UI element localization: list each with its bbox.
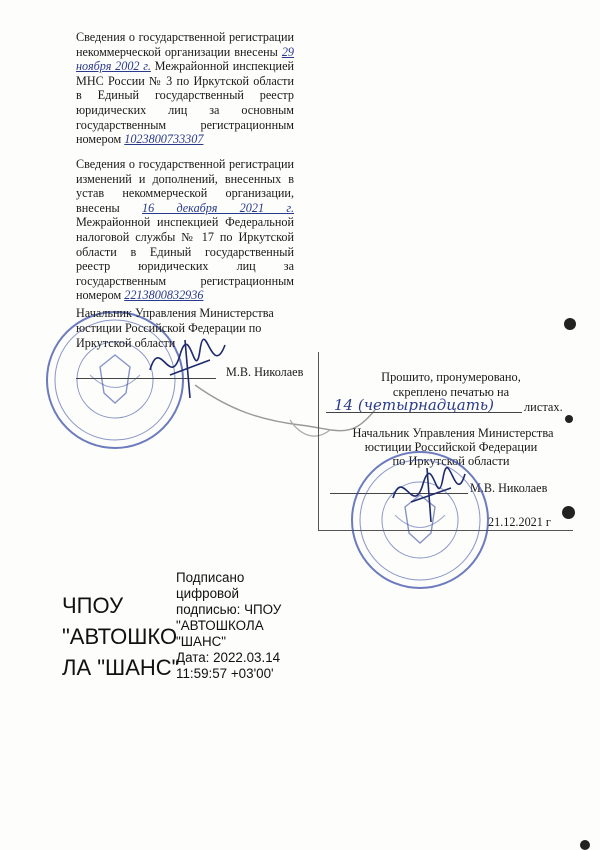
binding-line-1: Прошито, пронумеровано, — [381, 370, 521, 384]
binding-title-1: Начальник Управления Министерства — [352, 426, 554, 440]
registration-paragraph-1 — [76, 30, 294, 147]
org-name-line-2: "АВТОШКО — [62, 624, 178, 649]
para1-date: 29 ноября 2002 г. — [76, 44, 294, 74]
digi-line-5: "ШАНС" — [176, 634, 227, 649]
para1-text-1: Сведения о государственной регистрации некоммерческой организации внесены — [76, 30, 294, 59]
signature-name-1: М.В. Николаев — [226, 365, 304, 379]
signature-title-line-2: юстиции Российской Федерации по — [76, 321, 262, 335]
registration-paragraph-2 — [76, 157, 294, 303]
para2-text-2: Межрайонной инспекцией Федеральной налоговой службы № 17 по Иркутской области в Единый государственный реестр юридических лиц за государственным регистрационным номером — [76, 215, 294, 303]
binding-handwritten-count: 14 (четырнадцать) — [334, 396, 494, 414]
para2-date: 16 декабря 2021 г. — [141, 200, 294, 215]
digi-line-4: "АВТОШКОЛА — [176, 618, 264, 633]
binding-count-line — [326, 412, 522, 413]
para2-reg-number: 2213800832936 — [124, 288, 204, 303]
digi-line-2: цифровой — [176, 586, 239, 601]
binding-pages-row — [326, 394, 570, 416]
binding-pages-word: листах. — [524, 400, 563, 414]
para2-text-1: Сведения о государственной регистрации изменений и дополнений, внесенных в устав некоммерческой организации, внесены — [76, 157, 294, 215]
digital-signature-details — [176, 570, 296, 682]
binding-date: 21.12.2021 г — [488, 515, 551, 529]
signature-title-line-1: Начальник Управления Министерства — [76, 306, 274, 320]
handwritten-signature-2 — [385, 460, 470, 525]
org-name-line-1: ЧПОУ — [62, 593, 124, 618]
digi-line-3: подписью: ЧПОУ — [176, 602, 282, 617]
binding-signer-name: М.В. Николаев — [470, 481, 548, 495]
digi-line-7: 11:59:57 +03'00' — [176, 666, 274, 681]
para1-reg-number: 1023800733307 — [124, 132, 204, 147]
binding-hole-3 — [562, 506, 575, 519]
para1-text-2: Межрайонной инспекцией МНС России № 3 по Иркутской области в Единый государственный реестр юридических лиц за основным государственным регистрационным номером — [76, 59, 294, 147]
binding-title-2: юстиции Российской Федерации — [364, 440, 538, 454]
signature-title-line-3: Иркутской области — [76, 336, 176, 350]
binding-hole-2 — [565, 415, 573, 423]
digital-signature-org-name — [62, 590, 182, 683]
binding-title-3: по Иркутской области — [392, 454, 510, 468]
org-name-line-3: ЛА "ШАНС" — [62, 655, 180, 680]
digi-line-1: Подписано — [176, 570, 245, 585]
digi-line-6: Дата: 2022.03.14 — [176, 650, 281, 665]
binding-line-2: скреплено печатью на — [392, 385, 510, 399]
binding-hole-1 — [564, 318, 576, 330]
